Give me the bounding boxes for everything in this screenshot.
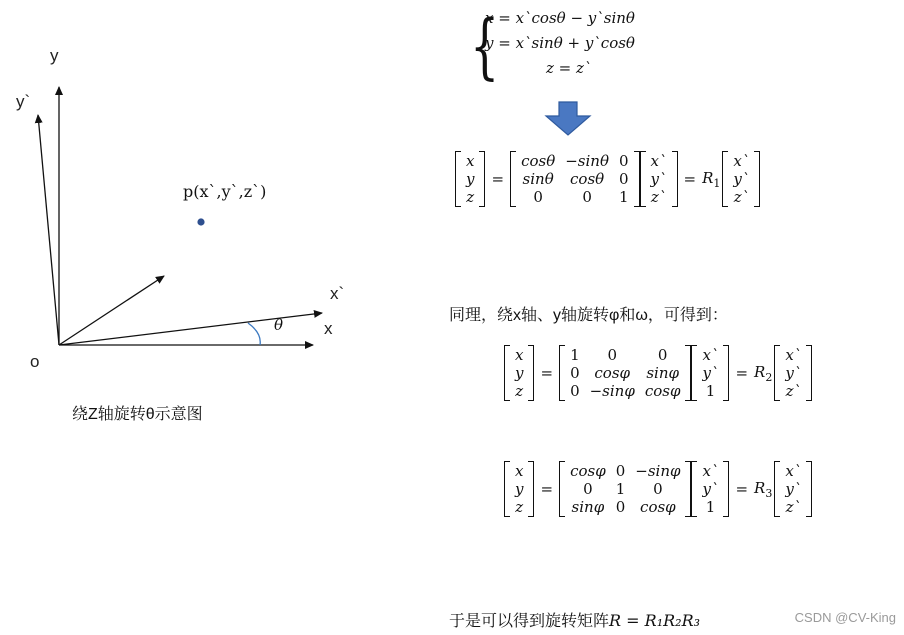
rhs-vector: x` y` z` (722, 151, 760, 207)
theta-label: θ (274, 316, 284, 334)
primed-vector: x` y` 1 (691, 461, 729, 517)
rhs-vector: x` y` z` (774, 345, 812, 401)
lhs-vector: x y z (504, 345, 534, 401)
matrix-equation-1: x y z = cosθ −sinθ 0 sinθ cosθ 0 0 0 1 x` y` z` = $R_1$ x` y` z` (455, 151, 760, 207)
primed-vector: x` y` z` (640, 151, 678, 207)
primed-vector: x` y` 1 (691, 345, 729, 401)
rotation-matrix: cosφ 0 −sinφ 0 1 0 sinφ 0 cosφ (559, 461, 691, 517)
rotation-matrix: cosθ −sinθ 0 sinθ cosθ 0 0 0 1 (510, 151, 639, 207)
r1-symbol: $R_1$ (702, 168, 721, 190)
final-statement (449, 608, 700, 631)
rotation-diagram (0, 0, 440, 440)
origin-label: o (30, 352, 40, 371)
point-label: p(x`,y`,z`) (183, 182, 267, 201)
down-arrow-icon (544, 101, 592, 137)
y-prime-axis (38, 115, 59, 345)
matrix-equation-3: x y z = cosφ 0 −sinφ 0 1 0 sinφ 0 cosφ x` y` 1 = $R_3$ x` y` z` (504, 461, 812, 517)
diagram-caption: 绕Z轴旋转θ示意图 (72, 406, 203, 423)
theta-arc (248, 323, 260, 345)
rotation-matrix: 1 0 0 0 cosφ sinφ 0 −sinφ cosφ (559, 345, 691, 401)
system-brace: { (470, 3, 500, 88)
r2-symbol: $R_2$ (754, 362, 773, 384)
x-prime-axis-label: x` (330, 284, 345, 303)
y-prime-axis-label: y` (16, 92, 31, 111)
y-axis-label: y (50, 46, 59, 65)
r3-symbol: $R_3$ (754, 478, 773, 500)
point-p (197, 218, 204, 225)
final-text: 于是可以得到旋转矩阵 (449, 613, 610, 630)
lhs-vector: x y z (455, 151, 485, 207)
system-line-2: y = x`sinθ + y`cosθ (485, 34, 635, 52)
final-formula: R = R₁R₂R₃ (609, 611, 701, 630)
x-axis-label: x (324, 319, 333, 338)
rhs-vector: x` y` z` (774, 461, 812, 517)
watermark: CSDN @CV-King (794, 610, 896, 625)
same-reasoning-text: 同理，绕x轴、y轴旋转φ和ω，可得到： (449, 307, 728, 324)
system-line-3: z = z` (546, 59, 592, 77)
system-line-1: x = x`cosθ − y`sinθ (485, 9, 635, 27)
lhs-vector: x y z (504, 461, 534, 517)
matrix-equation-2: x y z = 1 0 0 0 cosφ sinφ 0 −sinφ cosφ x` y` 1 = $R_2$ x` y` z` (504, 345, 812, 401)
